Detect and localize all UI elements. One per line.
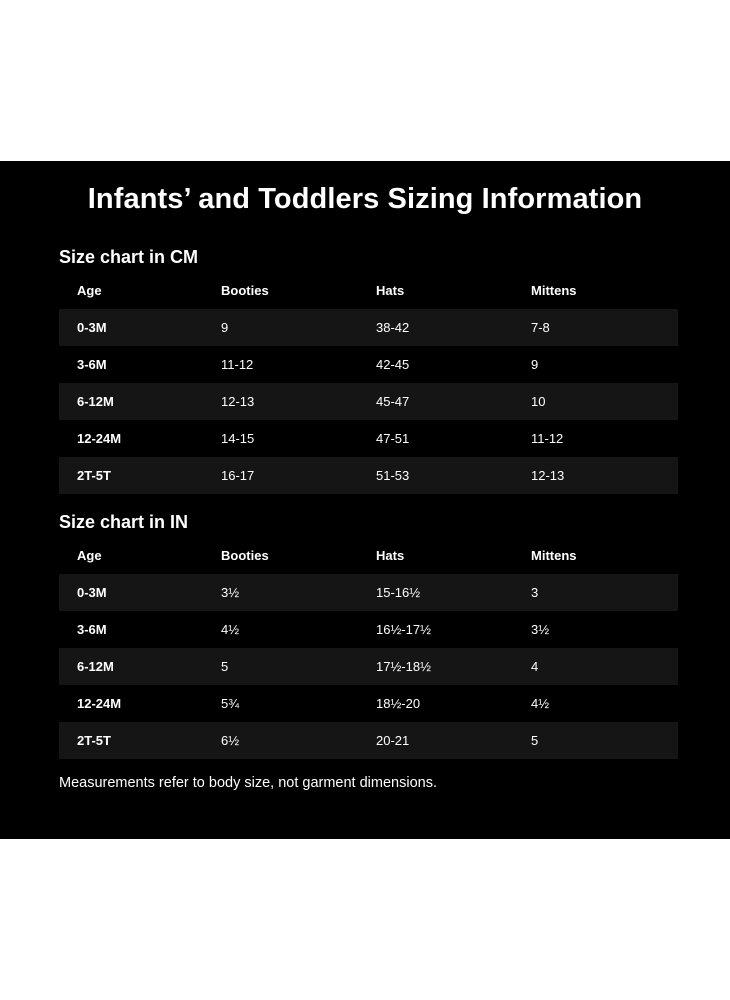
section-title-cm: Size chart in CM bbox=[59, 247, 199, 267]
booties-cell: 5¾ bbox=[221, 696, 240, 711]
column-header-mittens: Mittens bbox=[531, 548, 577, 563]
booties-cell: 14-15 bbox=[221, 431, 255, 446]
mittens-cell: 4½ bbox=[531, 696, 550, 711]
booties-cell: 11-12 bbox=[221, 357, 254, 372]
size-table-cm bbox=[59, 272, 678, 494]
age-cell: 12-24M bbox=[77, 696, 122, 711]
table-row bbox=[59, 574, 678, 611]
table-row bbox=[59, 420, 678, 457]
mittens-cell: 3 bbox=[531, 585, 539, 600]
column-header-age: Age bbox=[77, 548, 102, 563]
hats-cell: 42-45 bbox=[376, 357, 410, 372]
page-title: Infants’ and Toddlers Sizing Information bbox=[87, 183, 643, 215]
age-cell: 3-6M bbox=[77, 357, 107, 372]
column-header-hats: Hats bbox=[376, 548, 405, 563]
hats-cell: 16½-17½ bbox=[376, 622, 431, 637]
column-header-age: Age bbox=[77, 283, 102, 298]
booties-cell: 4½ bbox=[221, 622, 240, 637]
age-cell: 3-6M bbox=[77, 622, 107, 637]
mittens-cell: 10 bbox=[531, 394, 546, 409]
mittens-cell: 11-12 bbox=[531, 431, 564, 446]
hats-cell: 18½-20 bbox=[376, 696, 421, 711]
hats-cell: 51-53 bbox=[376, 468, 410, 483]
booties-cell: 5 bbox=[221, 659, 229, 674]
column-header-booties: Booties bbox=[221, 283, 269, 298]
table-row bbox=[59, 457, 678, 494]
mittens-cell: 12-13 bbox=[531, 468, 565, 483]
booties-cell: 6½ bbox=[221, 733, 240, 748]
hats-cell: 15-16½ bbox=[376, 585, 421, 600]
age-cell: 12-24M bbox=[77, 431, 122, 446]
table-row bbox=[59, 648, 678, 685]
age-cell: 6-12M bbox=[77, 394, 114, 409]
table-header-row bbox=[59, 537, 678, 574]
age-cell: 0-3M bbox=[77, 585, 107, 600]
hats-cell: 45-47 bbox=[376, 394, 410, 409]
booties-cell: 16-17 bbox=[221, 468, 255, 483]
table-row bbox=[59, 685, 678, 722]
column-header-hats: Hats bbox=[376, 283, 405, 298]
column-header-booties: Booties bbox=[221, 548, 269, 563]
column-header-mittens: Mittens bbox=[531, 283, 577, 298]
section-title-in: Size chart in IN bbox=[59, 512, 189, 532]
booties-cell: 9 bbox=[221, 320, 229, 335]
hats-cell: 47-51 bbox=[376, 431, 410, 446]
mittens-cell: 5 bbox=[531, 733, 539, 748]
booties-cell: 3½ bbox=[221, 585, 240, 600]
table-row bbox=[59, 383, 678, 420]
mittens-cell: 7-8 bbox=[531, 320, 550, 335]
table-row bbox=[59, 309, 678, 346]
table-row bbox=[59, 611, 678, 648]
age-cell: 2T-5T bbox=[77, 733, 111, 748]
age-cell: 0-3M bbox=[77, 320, 107, 335]
measurement-note: Measurements refer to body size, not garment dimensions. bbox=[59, 775, 437, 791]
hats-cell: 17½-18½ bbox=[376, 659, 431, 674]
mittens-cell: 4 bbox=[531, 659, 539, 674]
table-row bbox=[59, 722, 678, 759]
size-table-in bbox=[59, 537, 678, 759]
table-row bbox=[59, 346, 678, 383]
age-cell: 2T-5T bbox=[77, 468, 111, 483]
hats-cell: 38-42 bbox=[376, 320, 410, 335]
booties-cell: 12-13 bbox=[221, 394, 255, 409]
mittens-cell: 3½ bbox=[531, 622, 550, 637]
mittens-cell: 9 bbox=[531, 357, 539, 372]
hats-cell: 20-21 bbox=[376, 733, 410, 748]
age-cell: 6-12M bbox=[77, 659, 114, 674]
table-header-row bbox=[59, 272, 678, 309]
